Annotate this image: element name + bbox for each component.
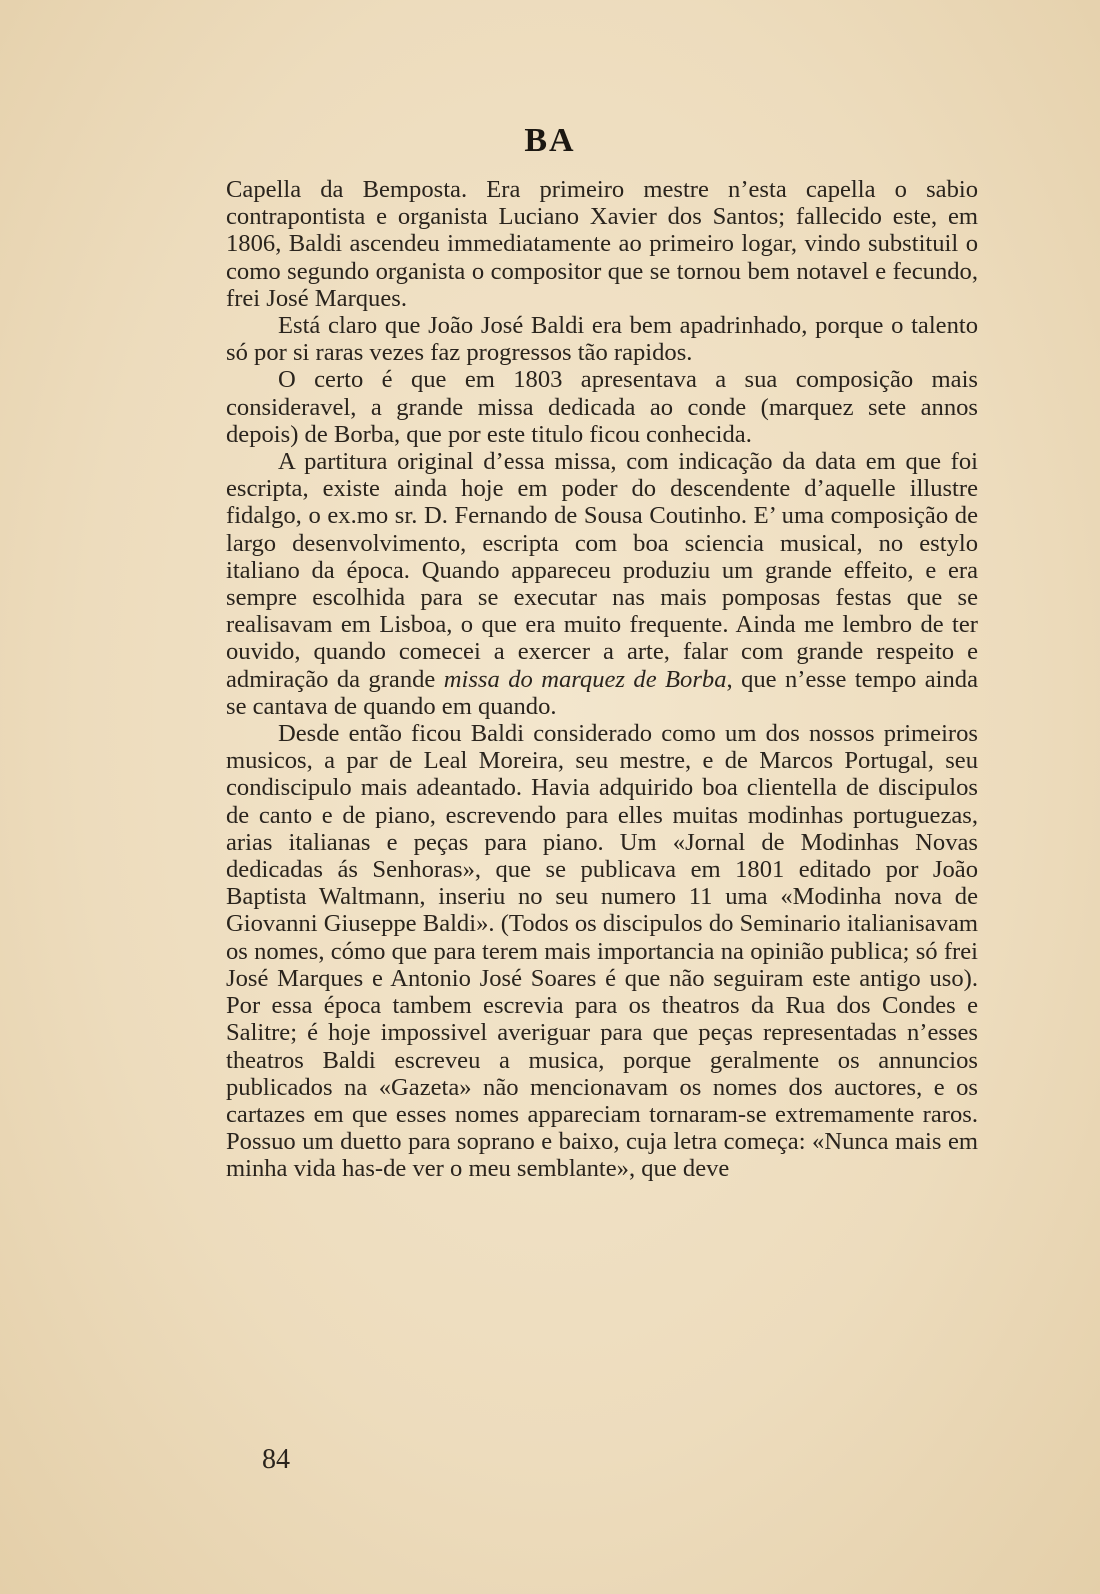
paragraph-3: O certo é que em 1803 apresentava a sua composição mais consideravel, a grande missa dedicada ao conde (marquez sete annos depois) de Borba, que por este titulo ficou conhecida. bbox=[226, 366, 978, 448]
paragraph-4: A partitura original d’essa missa, com indicação da data em que foi escripta, existe ainda hoje em poder do descendente d’aquelle illustre fidalgo, o ex.mo sr. D. Fernando de Sousa Coutinho. E’ uma composição de largo desenvolvimento, escripta com boa sciencia musical, no estylo italiano da época. Quando appareceu produziu um grande effeito, e era sempre escolhida para se executar nas mais pomposas festas que se realisavam em Lisboa, o que era muito frequente. Ainda me lembro de ter ouvido, quando comecei a exercer a arte, falar com grande respeito e admiração da grande missa do marquez de Borba, que n’esse tempo ainda se cantava de quando em quando. bbox=[226, 448, 978, 720]
paragraph-5: Desde então ficou Baldi considerado como um dos nossos primeiros musicos, a par de Leal Moreira, seu mestre, e de Marcos Portugal, seu condiscipulo mais adeantado. Havia adquirido boa clientella de discipulos de canto e de piano, escrevendo para elles muitas modinhas portuguezas, arias italianas e peças para piano. Um «Jornal de Modinhas Novas dedicadas ás Senhoras», que se publicava em 1801 editado por João Baptista Waltmann, inseriu no seu numero 11 uma «Modinha nova de Giovanni Giuseppe Baldi». (Todos os discipulos do Seminario italianisavam os nomes, cómo que para terem mais importancia na opinião publica; só frei José Marques e Antonio José Soares é que não seguiram este antigo uso). Por essa época tambem escrevia para os theatros da Rua dos Condes e Salitre; é hoje impossivel averiguar para que peças representadas n’esses theatros Baldi escreveu a musica, porque geralmente os annuncios publicados na «Gazeta» não mencionavam os nomes dos auctores, e os cartazes em que esses nomes appareciam tornaram-se extremamente raros. Possuo um duetto para soprano e baixo, cuja letra começa: «Nunca mais em minha vida has-de ver o meu semblante», que deve bbox=[226, 720, 978, 1183]
running-header: BA bbox=[524, 122, 576, 159]
body-text bbox=[226, 176, 978, 1183]
paragraph-1: Capella da Bemposta. Era primeiro mestre n’esta capella o sabio contrapontista e organista Luciano Xavier dos Santos; fallecido este, em 1806, Baldi ascendeu immediatamente ao primeiro logar, vindo substituil o como segundo organista o compositor que se tornou bem notavel e fecundo, frei José Marques. bbox=[226, 176, 978, 312]
page-number: 84 bbox=[262, 1444, 290, 1475]
italic-title: missa do marquez de Borba bbox=[443, 665, 727, 693]
paragraph-2: Está claro que João José Baldi era bem apadrinhado, porque o talento só por si raras vezes faz progressos tão rapidos. bbox=[226, 312, 978, 367]
